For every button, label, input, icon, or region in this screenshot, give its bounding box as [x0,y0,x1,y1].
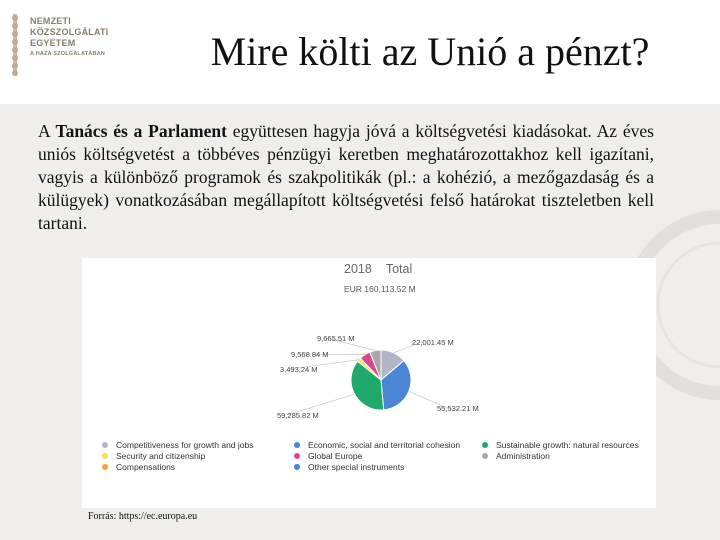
legend-item[interactable] [294,462,404,472]
legend-item[interactable] [482,451,550,461]
legend-dot-icon [482,442,488,448]
legend-item[interactable] [102,440,254,450]
logo-tagline: A HAZA SZOLGÁLATÁBAN [30,51,105,57]
paragraph-rest: együttesen hagyja jóvá a költségvetési kiadásokat. Az éves uniós költségvetést a többéves pénzügyi keretben meghatározottakhoz kell igazítani, vagyis a különböző programok és szakpolitikák (pl.: a kohézió, a mezőgazdaság és a külügyek) vonatkozásában megállapított költségvetési felső határokat tiszteletben kell tartani. [38,121,654,233]
pie-data-label: 55,532.21 M [437,404,479,413]
pie-data-label: 22,001.45 M [412,338,454,347]
legend-item[interactable] [294,451,362,461]
pie-data-label: 3,493.24 M [280,365,318,374]
logo-line-3: EGYETEM [30,38,76,48]
chart-subtitle: EUR 160,113.52 M [344,284,416,294]
slide-title: Mire költi az Unió a pénzt? [210,29,650,74]
legend-dot-icon [102,453,108,459]
legend-label: Administration [496,451,550,461]
legend-label: Global Europe [308,451,363,461]
logo-emblem-icon [8,14,22,76]
logo-line-1: NEMZETI [30,16,71,26]
legend-label: Other special instruments [308,462,405,472]
chart-title-label: Total [385,262,413,276]
legend-item[interactable] [102,451,205,461]
paragraph-bold: Tanács és a Parlament [55,121,227,141]
legend-label: Sustainable growth: natural resources [496,440,639,450]
logo-text [30,16,108,59]
pie-data-label: 9,665.51 M [317,334,355,343]
legend-label: Competitiveness for growth and jobs [116,440,254,450]
legend-item[interactable] [102,462,175,472]
legend-dot-icon [294,453,300,459]
legend-dot-icon [482,453,488,459]
chart-title-year: 2018 [344,262,372,276]
legend-dot-icon [102,464,108,470]
legend-item[interactable] [482,440,639,450]
legend-dot-icon [294,464,300,470]
pie-data-label: 59,285.82 M [277,411,319,420]
budget-chart-panel [82,258,656,508]
legend-label: Security and citizenship [116,451,206,461]
paragraph-prefix: A [38,121,56,141]
legend-dot-icon [102,442,108,448]
logo-line-2: KÖZSZOLGÁLATI [30,27,109,37]
university-logo [8,14,138,76]
pie-chart [82,258,656,438]
legend-label: Economic, social and territorial cohesion [308,440,461,450]
header-band [0,0,720,104]
legend-item[interactable] [294,440,460,450]
legend-dot-icon [294,442,300,448]
body-paragraph [38,120,654,235]
pie-data-label: 9,568.84 M [291,350,329,359]
legend-label: Compensations [116,462,176,472]
source-note: Forrás: https://ec.europa.eu [88,511,198,522]
